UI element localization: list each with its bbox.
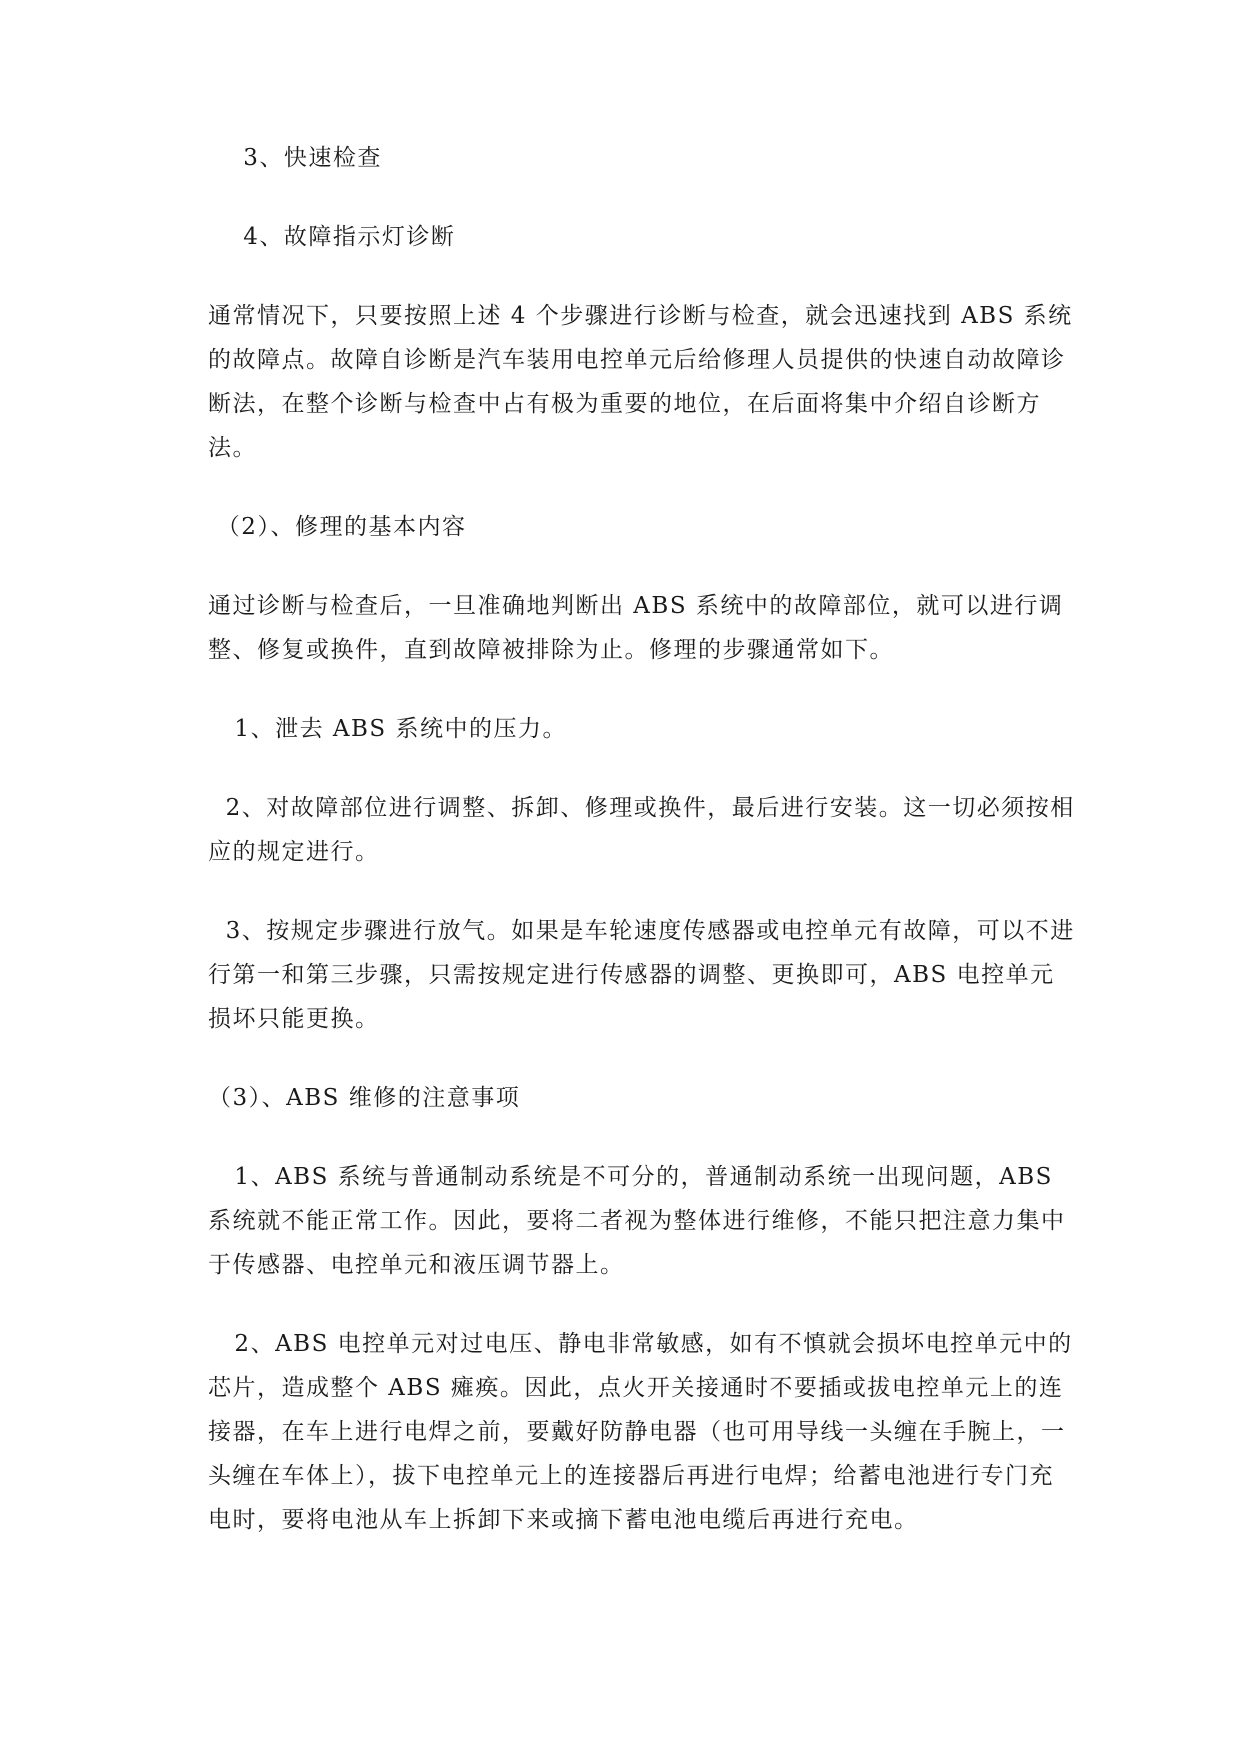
- list-item-adjust-repair: 2、对故障部位进行调整、拆卸、修理或换件，最后进行安装。这一切必须按相应的规定进行。: [208, 795, 1075, 865]
- list-item-abs-brake-system: 1、ABS 系统与普通制动系统是不可分的，普通制动系统一出现问题，ABS 系统就不能正常工作。因此，要将二者视为整体进行维修，不能只把注意力集中于传感器、电控单元和液压调节器上。: [208, 1164, 1066, 1278]
- list-item-fault-light-diagnosis: 4、故障指示灯诊断: [208, 224, 456, 250]
- paragraph-diagnosis-summary: 通常情况下，只要按照上述 4 个步骤进行诊断与检查，就会迅速找到 ABS 系统的故障点。故障自诊断是汽车装用电控单元后给修理人员提供的快速自动故障诊断法，在整个诊断与检查中占有极为重要的地位，在后面将集中介绍自诊断方法。: [208, 303, 1073, 461]
- list-item-quick-check: 3、快速检查: [208, 145, 382, 171]
- paragraph-repair-intro: 通过诊断与检查后，一旦准确地判断出 ABS 系统中的故障部位，就可以进行调整、修复或换件，直到故障被排除为止。修理的步骤通常如下。: [208, 593, 1064, 663]
- list-item-bleed-air: 3、按规定步骤进行放气。如果是车轮速度传感器或电控单元有故障，可以不进行第一和第三步骤，只需按规定进行传感器的调整、更换即可，ABS 电控单元损坏只能更换。: [208, 918, 1075, 1032]
- list-item-release-pressure: 1、泄去 ABS 系统中的压力。: [208, 716, 567, 742]
- list-item-abs-ecu-sensitivity: 2、ABS 电控单元对过电压、静电非常敏感，如有不慎就会损坏电控单元中的芯片，造成整个 ABS 瘫痪。因此，点火开关接通时不要插或拔电控单元上的连接器，在车上进行电焊之前，要戴好防静电器（也可用导线一头缠在手腕上，一头缠在车体上），拔下电控单元上的连接器后再进行电焊；给蓄电池进行专门充电时，要将电池从车上拆卸下来或摘下蓄电池电缆后再进行充电。: [208, 1331, 1073, 1533]
- document-body: [208, 136, 1078, 1542]
- section-heading-repair-content: （2）、修理的基本内容: [208, 514, 467, 540]
- section-heading-abs-precautions: （3）、ABS 维修的注意事项: [208, 1085, 521, 1111]
